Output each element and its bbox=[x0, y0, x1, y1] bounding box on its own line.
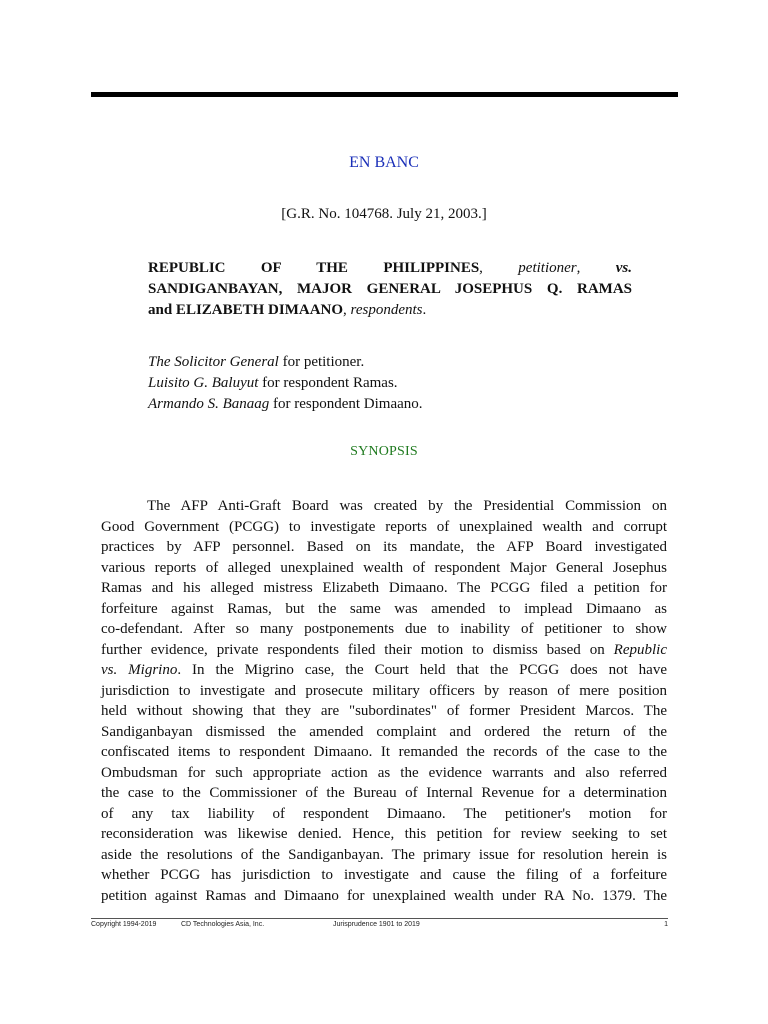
synopsis-line: The AFP Anti-Graft Board was created by the Presidential Commission on bbox=[147, 498, 667, 514]
case-parties bbox=[148, 258, 632, 321]
footer-rule bbox=[91, 918, 668, 919]
case-citation: [G.R. No. 104768. July 21, 2003.] bbox=[281, 206, 487, 222]
synopsis-line: forfeiture against Ramas, but the same was amended to implead Dimaano as bbox=[101, 600, 667, 617]
synopsis-line: the case to the Commissioner of the Bureau of Internal Revenue for a determination bbox=[101, 785, 667, 801]
footer-page-number: 1 bbox=[664, 921, 668, 928]
synopsis-line: vs. Migrino. In the Migrino case, the Court held that the PCGG does not have bbox=[101, 662, 667, 678]
synopsis-line: confiscated items to respondent Dimaano. It remanded the records of the case to the bbox=[101, 744, 667, 760]
synopsis-paragraph bbox=[101, 496, 667, 906]
footer-company: CD Technologies Asia, Inc. bbox=[181, 921, 265, 928]
respondents-line-2: and ELIZABETH DIMAANO bbox=[148, 302, 344, 318]
versus: vs. bbox=[615, 260, 632, 276]
case-reference-migrino: vs. Migrino bbox=[101, 662, 178, 678]
court-division: EN BANC bbox=[349, 154, 419, 171]
synopsis-line: reconsideration was likewise denied. Hence, this petition for review seeking to set bbox=[101, 826, 667, 842]
synopsis-line: further evidence, private respondents filed their motion to dismiss based on Republic bbox=[101, 641, 667, 658]
header-rule bbox=[91, 92, 678, 97]
respondents-line-1: SANDIGANBAYAN, MAJOR GENERAL JOSEPHUS Q. RAMAS bbox=[148, 281, 632, 297]
footer-copyright: Copyright 1994-2019 bbox=[91, 921, 157, 928]
counsel-entry: Armando S. Banaag for respondent Dimaano. bbox=[148, 396, 423, 412]
synopsis-line: Ramas and his alleged mistress Elizabeth Dimaano. The PCGG filed a petition for bbox=[101, 580, 667, 596]
synopsis-line: whether PCGG has jurisdiction to investigate and cause the filing of a forfeiture bbox=[101, 867, 667, 883]
petitioner-role: petitioner bbox=[518, 260, 577, 276]
synopsis-line: Good Government (PCGG) to investigate reports of unexplained wealth and corrupt bbox=[101, 518, 667, 535]
petitioner-name: REPUBLIC OF THE PHILIPPINES bbox=[148, 260, 480, 276]
synopsis-line: practices by AFP personnel. Based on its mandate, the AFP Board investigated bbox=[101, 539, 667, 555]
synopsis-line: petition against Ramas and Dimaano for unexplained wealth under RA No. 1379. The bbox=[101, 887, 667, 904]
synopsis-line: aside the resolutions of the Sandiganbayan. The primary issue for resolution herein is bbox=[101, 846, 667, 863]
respondents-role: respondents bbox=[350, 302, 423, 318]
parties-line-2 bbox=[148, 279, 632, 300]
synopsis-line: co-defendant. After so many postponements due to inability of petitioner to show bbox=[101, 621, 667, 637]
page-footer bbox=[91, 920, 668, 932]
counsel-list bbox=[148, 352, 632, 415]
case-reference-republic: Republic bbox=[613, 641, 667, 658]
parties-line-3: and ELIZABETH DIMAANO, respondents. bbox=[148, 302, 427, 318]
footer-section: Jurisprudence 1901 to 2019 bbox=[333, 921, 420, 928]
counsel-entry: The Solicitor General for petitioner. bbox=[148, 354, 365, 370]
synopsis-line: jurisdiction to investigate and prosecute military officers by reason of mere position bbox=[101, 682, 667, 699]
synopsis-line: Ombudsman for such appropriate action as the evidence warrants and also referred bbox=[101, 764, 667, 781]
counsel-entry: Luisito G. Baluyut for respondent Ramas. bbox=[148, 375, 398, 391]
synopsis-line: various reports of alleged unexplained wealth of respondent Major General Josephus bbox=[101, 559, 667, 576]
synopsis-line: Sandiganbayan dismissed the amended complaint and ordered the return of the bbox=[101, 723, 667, 740]
synopsis-line: of any tax liability of respondent Dimaano. The petitioner's motion for bbox=[101, 805, 667, 822]
synopsis-line: held without showing that they are "subordinates" of former President Marcos. The bbox=[101, 703, 667, 719]
parties-line-1: REPUBLIC OF THE PHILIPPINES, petitioner, vs. bbox=[148, 260, 632, 276]
synopsis-heading: SYNOPSIS bbox=[350, 444, 418, 459]
